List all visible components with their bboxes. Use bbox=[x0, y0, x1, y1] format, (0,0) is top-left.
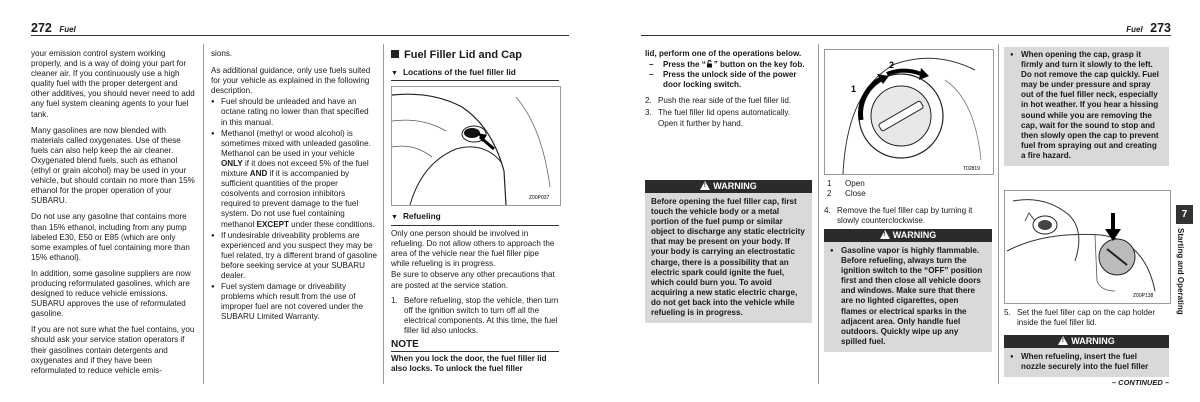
paragraph: Be sure to observe any other precautions that are posted at the service station. bbox=[391, 270, 555, 290]
refueling-steps bbox=[824, 206, 992, 226]
left-col2 bbox=[211, 49, 377, 323]
column-divider bbox=[383, 44, 384, 384]
subsection-title: ▼ Locations of the fuel filler lid bbox=[391, 67, 516, 77]
fuel-cap-open-close-figure bbox=[824, 49, 994, 175]
list-item: ● Fuel system damage or driveability problems which result from the use of improper fuel are not covered under the SUBARU Limited Warranty. bbox=[211, 282, 377, 322]
bullet-icon: ● bbox=[830, 248, 834, 254]
list-item: 1. Before refueling, stop the vehicle, then turn off the ignition switch to turn off all the electrical components. At this time, the fuel filler lid also unlocks. bbox=[391, 295, 559, 335]
warning-header: ! WARNING bbox=[1004, 335, 1169, 348]
refueling-steps bbox=[645, 96, 812, 128]
paragraph: Many gasolines are now blended with materials called oxygenates. Use of these fuels can also help keep the air cleaner. Oxygenated blend fuels, such as ethanol (ethyl or grain alcohol) may be used in your vehicle, but should contain no more than 15% ethanol for the proper operation of your SUBARU. bbox=[31, 125, 195, 206]
right-header-rule bbox=[641, 35, 1171, 36]
figure-code: Z00P037 bbox=[529, 195, 550, 201]
square-bullet-icon bbox=[391, 50, 399, 58]
continued-label: – CONTINUED – bbox=[1111, 378, 1169, 387]
note-text: When you lock the door, the fuel filler lid also locks. To unlock the fuel filler bbox=[391, 354, 547, 374]
list-item: 5. Set the fuel filler cap on the cap holder inside the fuel filler lid. bbox=[1004, 308, 1156, 328]
paragraph: In addition, some gasoline suppliers are now producing reformulated gasolines, which are designed to reduce vehicle emissions. SUBARU approves the use of reformulated gasoline. bbox=[31, 268, 191, 319]
figure-code: Z00P138 bbox=[1133, 293, 1154, 299]
right-col1 bbox=[645, 49, 812, 131]
column-divider bbox=[998, 44, 999, 384]
fuel-cap-illustration bbox=[825, 50, 993, 174]
chapter-title-tab bbox=[1177, 228, 1193, 328]
left-page-header-word: Fuel bbox=[59, 25, 76, 34]
legend-item: 1 Open bbox=[827, 179, 865, 188]
cap-holder-illustration bbox=[1005, 191, 1170, 303]
unlock-icon bbox=[706, 60, 714, 67]
list-item: – Press the unlock side of the power door locking switch. bbox=[649, 70, 797, 90]
section-title: Fuel Filler Lid and Cap bbox=[391, 49, 559, 61]
figure-callout-2: 2 bbox=[889, 60, 895, 70]
subsection-rule bbox=[391, 225, 559, 226]
subsection-rule bbox=[391, 80, 559, 81]
car-rear-fuel-lid-illustration bbox=[392, 87, 560, 205]
paragraph: Do not use any gasoline that contains more than 15% ethanol, including from any pump labeled E30, E50 or E85 (which are only some examples of fuel containing more than 15% ethanol). bbox=[31, 212, 190, 262]
paragraph: As additional guidance, only use fuels suited for your vehicle as explained in the following description. bbox=[211, 66, 371, 96]
paragraph: sions. bbox=[211, 49, 233, 58]
paragraph: If you are not sure what the fuel contains, you should ask your service station operators if their gasolines contain detergents and oxygenates and if they have been reformulated to reduce vehicle emis- bbox=[31, 325, 195, 375]
warning-header: ! WARNING bbox=[824, 229, 992, 242]
legend-item: 2 Close bbox=[827, 189, 866, 199]
warning-text: ● Gasoline vapor is highly flammable. Before refueling, always turn the ignition switch to the “OFF” position first and then close all vehicle doors and windows. Make sure that there are no lighted cigarettes, open flames or electrical sparks in the adjacent area. Only handle fuel outdoors. Quickly wipe up any spilled fuel. bbox=[824, 242, 992, 352]
list-item: 2. Push the rear side of the fuel filler lid. bbox=[645, 96, 792, 106]
note-title: NOTE bbox=[391, 339, 419, 351]
warning-text: ● When opening the cap, grasp it firmly and turn it slowly to the left. Do not remove the cap quickly. Fuel may be under pressure and spray out of the fuel filler neck, especially in hot weather. If you hear a hissing sound while you are removing the cap, wait for the sound to stop and then slowly open the cap to prevent fuel from spraying out and creating a fire hazard. bbox=[1004, 47, 1169, 166]
list-item: ● If undesirable driveability problems are experienced and you suspect they may be fuel related, try a different brand of gasoline before seeking service at your SUBARU dealer. bbox=[211, 231, 377, 281]
right-page-header bbox=[1126, 19, 1171, 37]
refueling-steps bbox=[1004, 308, 1169, 328]
chapter-number-tab: 7 bbox=[1176, 205, 1193, 224]
list-item: – Press the “ ” button on the key fob. bbox=[649, 60, 805, 70]
paragraph: lid, perform one of the operations below. bbox=[645, 49, 802, 58]
right-page-number: 273 bbox=[1150, 21, 1171, 35]
warning-text: ● When refueling, insert the fuel nozzle securely into the fuel filler bbox=[1004, 348, 1169, 377]
right-col3-text bbox=[1004, 308, 1169, 330]
warning-triangle-icon: ! bbox=[1058, 336, 1068, 345]
cap-pressure-warning bbox=[1004, 47, 1169, 166]
column-divider bbox=[818, 44, 819, 384]
warning-text: Before opening the fuel filler cap, first touch the vehicle body or a metal portion of the fuel pump or similar object to discharge any static electricity that may be present on your body. If your body is carrying an electrostatic charge, there is a possibility that an electric spark could ignite the fuel, which could burn you. To avoid acquiring a new static electric charge, do not get back into the vehicle while refueling is in progress. bbox=[645, 193, 812, 323]
warning-triangle-icon: ! bbox=[880, 230, 890, 239]
subsection-title: ▼ Refueling bbox=[391, 211, 441, 221]
nozzle-warning bbox=[1004, 335, 1169, 377]
right-col2-text bbox=[824, 179, 992, 228]
bullet-icon: ● bbox=[1010, 52, 1014, 58]
list-item: ● Fuel should be unleaded and have an octane rating no lower than that specified in this manual. bbox=[211, 97, 377, 127]
figure-legend bbox=[827, 179, 992, 199]
list-item: 4. Remove the fuel filler cap by turning it slowly counterclockwise. bbox=[824, 206, 973, 226]
triangle-down-icon: ▼ bbox=[391, 214, 398, 221]
static-electricity-warning bbox=[645, 180, 812, 323]
warning-triangle-icon: ! bbox=[700, 181, 710, 190]
left-page-number: 272 bbox=[31, 21, 52, 35]
refueling-steps bbox=[391, 296, 559, 336]
list-item: 3. The fuel filler lid opens automatically. Open it further by hand. bbox=[645, 108, 791, 128]
column-divider bbox=[203, 44, 204, 384]
chapter-title: Starting and Operating bbox=[1176, 228, 1185, 315]
warning-header: ! WARNING bbox=[645, 180, 812, 193]
list-item: ● Methanol (methyl or wood alcohol) is sometimes mixed with unleaded gasoline. Methanol can be used in your vehicle ONLY if it does not exceed 5% of the fuel mixture AND if it is accompanied by sufficient quantities of the proper cosolvents and corrosion inhibitors required to prevent damage to the fuel system. Do not use fuel containing methanol EXCEPT under these conditions. bbox=[211, 129, 377, 230]
triangle-down-icon: ▼ bbox=[391, 70, 398, 77]
flammable-vapor-warning bbox=[824, 229, 992, 352]
left-col1 bbox=[31, 49, 197, 382]
fuel-filler-lid-location-figure bbox=[391, 86, 561, 206]
paragraph: your emission control system working properly, and is a way of doing your part for cleaner air. If you continuously use a high quality fuel with the proper detergent and other additives, you should never need to add any fuel system cleaning agents to your fuel tank. bbox=[31, 49, 195, 119]
fuel-cap-holder-figure bbox=[1004, 190, 1171, 304]
bullet-icon: ● bbox=[1010, 354, 1014, 360]
paragraph: Only one person should be involved in refueling. Do not allow others to approach the area of the vehicle near the fuel filler pipe while refueling is in progress. bbox=[391, 229, 555, 269]
left-header-rule bbox=[31, 35, 569, 36]
fuel-guidance-list bbox=[211, 97, 377, 322]
figure-code: T02819 bbox=[963, 166, 980, 172]
note-rule bbox=[391, 351, 559, 352]
left-col3 bbox=[391, 49, 559, 81]
right-page-header-word: Fuel bbox=[1126, 25, 1143, 34]
refueling-block bbox=[391, 211, 559, 374]
figure-callout-1: 1 bbox=[851, 84, 857, 94]
